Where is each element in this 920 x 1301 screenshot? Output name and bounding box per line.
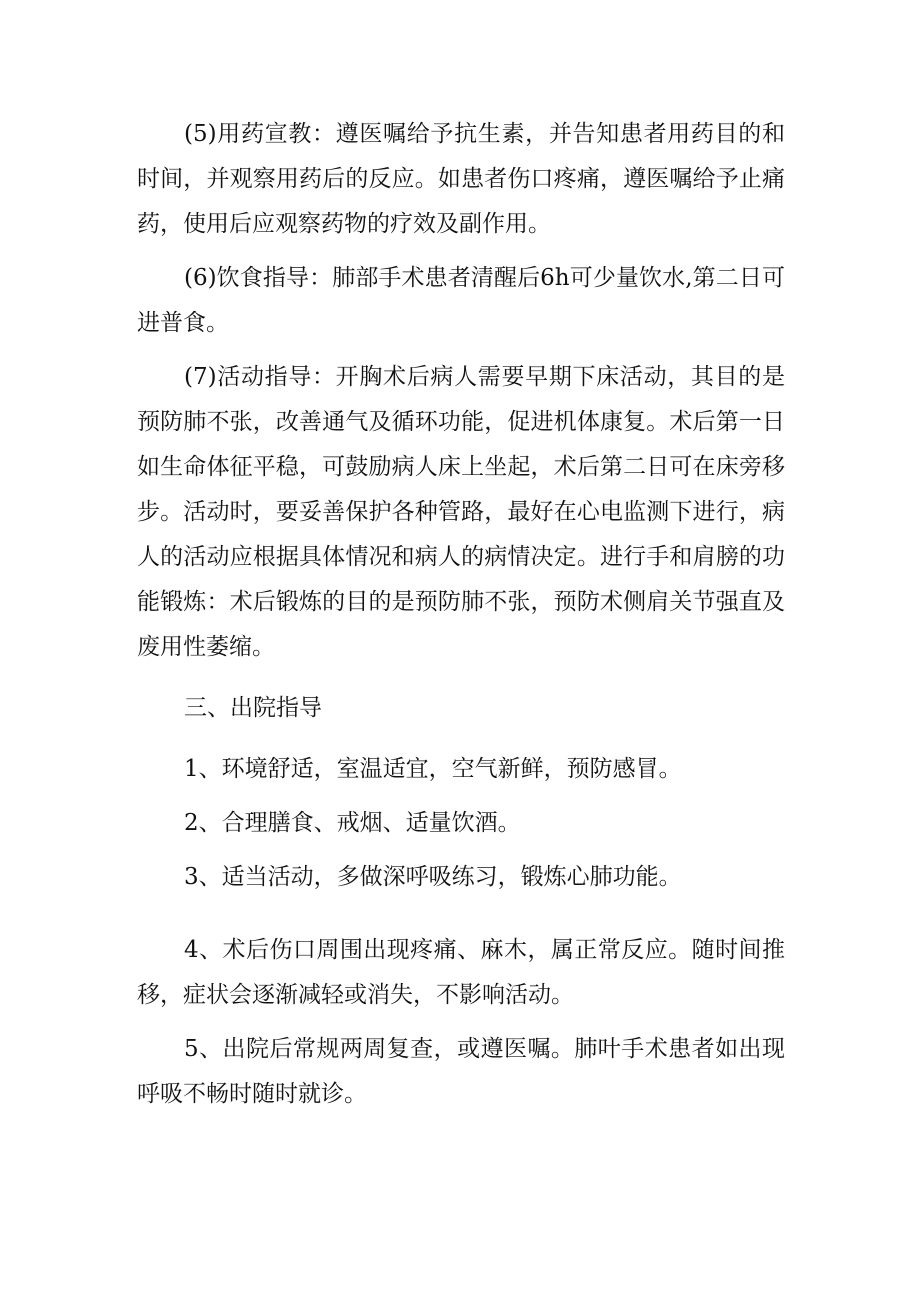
list-item: 2、合理膳食、戒烟、适量饮酒。 xyxy=(184,810,521,836)
list-item: 5、出院后常规两周复查，或遵医嘱。肺叶手术患者如出现呼吸不畅时随时就诊。 xyxy=(137,1036,785,1107)
list-item: 3、适当活动，多做深呼吸练习，锻炼心肺功能。 xyxy=(184,864,682,890)
paragraph-medication-education: (5)用药宣教：遵医嘱给予抗生素，并告知患者用药目的和时间，并观察用药后的反应。如患者伤口疼痛，遵医嘱给予止痛药，使用后应观察药物的疗效及副作用。 xyxy=(137,121,785,237)
list-item: 1、环境舒适，室温适宜，空气新鲜，预防感冒。 xyxy=(184,756,682,782)
document-body xyxy=(137,112,785,1117)
section-heading-discharge: 三、出院指导 xyxy=(184,695,322,721)
paragraph-diet-guidance: (6)饮食指导：肺部手术患者清醒后6h可少量饮水,第二日可进普食。 xyxy=(137,265,785,336)
list-item: 4、术后伤口周围出现疼痛、麻木，属正常反应。随时间推移，症状会逐渐减轻或消失，不影响活动。 xyxy=(137,937,785,1008)
paragraph-activity-guidance: (7)活动指导：开胸术后病人需要早期下床活动，其目的是预防肺不张，改善通气及循环功能，促进机体康复。术后第一日如生命体征平稳，可鼓励病人床上坐起，术后第二日可在床旁移步。活动时，要妥善保护各种管路，最好在心电监测下进行，病人的活动应根据具体情况和病人的病情决定。进行手和肩膀的功能锻炼：术后锻炼的目的是预防肺不张，预防术侧肩关节强直及废用性萎缩。 xyxy=(137,364,785,660)
